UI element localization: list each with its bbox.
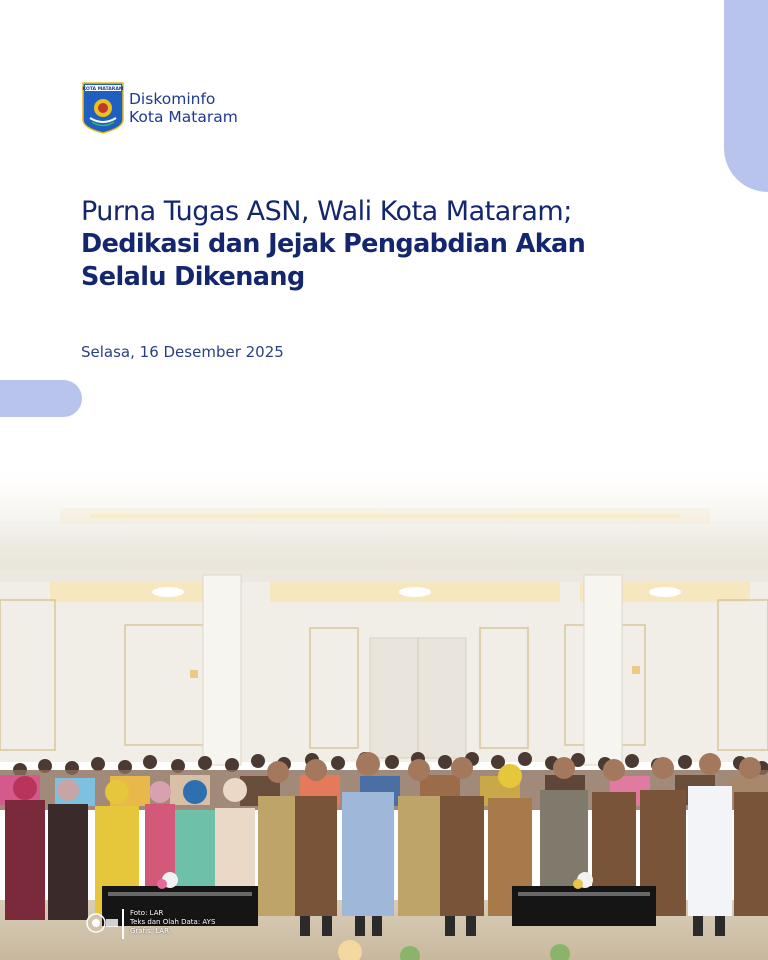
headline-line2: Dedikasi dan Jejak Pengabdian Akan	[81, 229, 586, 259]
emblem-label: KOTA MATARAM	[82, 87, 124, 92]
credit-photo: Foto: LAR	[130, 909, 164, 917]
headline-line3: Selalu Dikenang	[81, 262, 305, 292]
group-photo	[0, 470, 768, 960]
brand-name-line2: Kota Mataram	[129, 108, 238, 126]
headline	[81, 195, 701, 294]
brand-name	[129, 90, 238, 126]
credit-logo-icon	[84, 911, 118, 935]
kota-mataram-emblem-icon	[82, 82, 124, 134]
credit-lines	[130, 909, 215, 936]
credit-text: Teks dan Olah Data: AYS	[130, 918, 216, 926]
brand-name-line1: Diskominfo	[129, 90, 216, 108]
headline-line1: Purna Tugas ASN, Wali Kota Mataram;	[81, 196, 572, 227]
photo-top-fade	[0, 470, 768, 550]
photo-credits	[84, 909, 215, 939]
credit-graphic: Grafis: LAR	[130, 927, 169, 935]
credit-divider	[122, 909, 124, 939]
brand-logo	[82, 82, 238, 134]
decorative-pill-top-right	[724, 0, 768, 192]
decorative-pill-left	[0, 380, 82, 417]
publish-date: Selasa, 16 Desember 2025	[81, 343, 284, 361]
